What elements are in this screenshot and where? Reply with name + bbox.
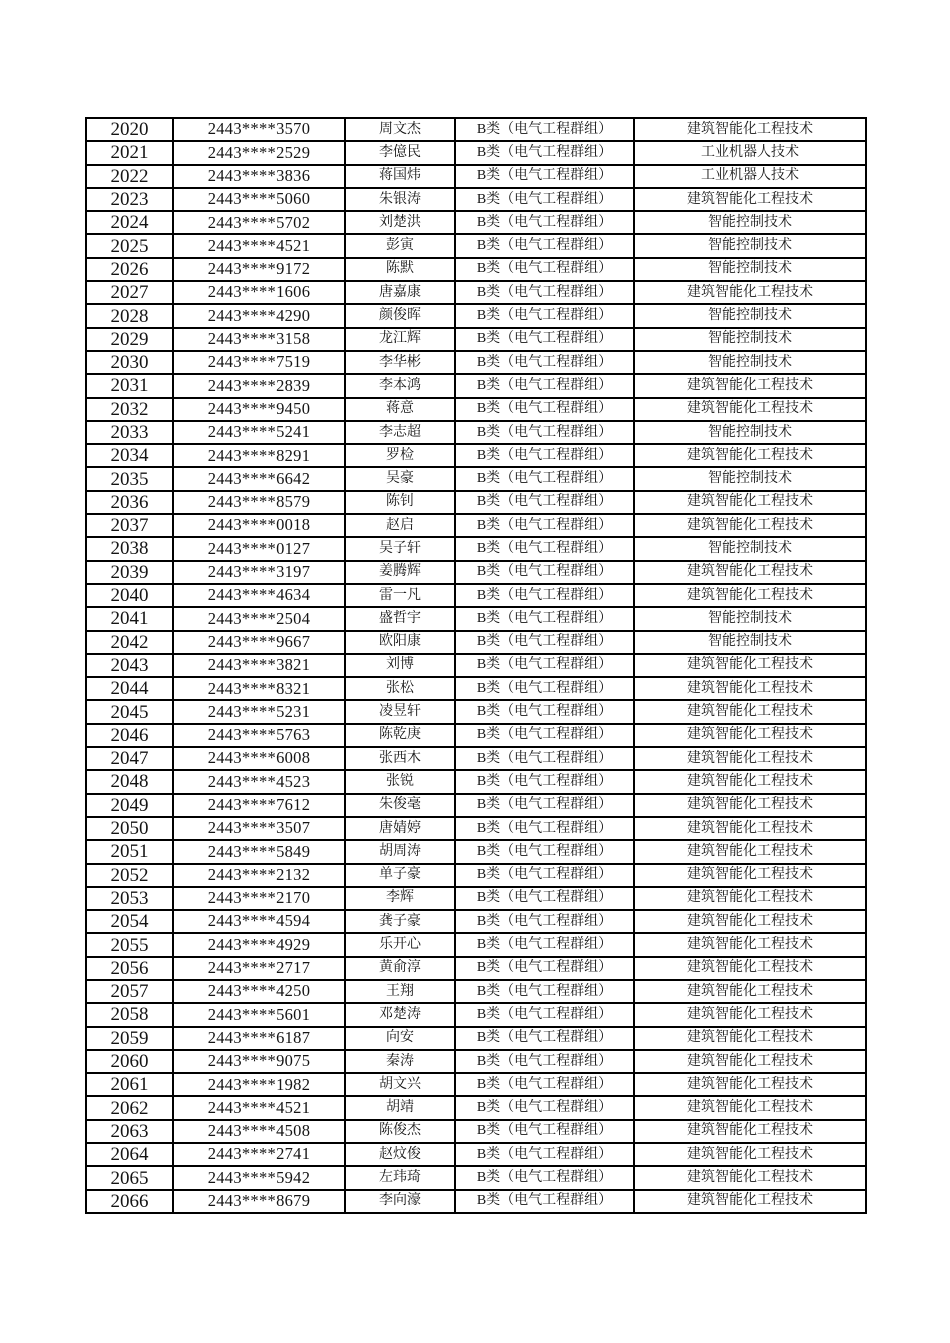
cell-masked-exam-id: 2443****8321 — [173, 677, 345, 700]
cell-candidate-name: 向安 — [345, 1027, 455, 1050]
cell-sequence-number: 2038 — [86, 537, 173, 560]
cell-admitted-major: 智能控制技术 — [634, 631, 866, 654]
table-row — [86, 794, 866, 817]
cell-exam-category: B类（电气工程群组） — [455, 631, 634, 654]
cell-admitted-major: 建筑智能化工程技术 — [634, 1027, 866, 1050]
cell-exam-category: B类（电气工程群组） — [455, 1027, 634, 1050]
cell-exam-category: B类（电气工程群组） — [455, 584, 634, 607]
cell-candidate-name: 王翔 — [345, 980, 455, 1003]
cell-candidate-name: 乐开心 — [345, 933, 455, 956]
cell-candidate-name: 胡文兴 — [345, 1073, 455, 1096]
cell-masked-exam-id: 2443****9075 — [173, 1050, 345, 1073]
cell-admitted-major: 建筑智能化工程技术 — [634, 910, 866, 933]
cell-masked-exam-id: 2443****5231 — [173, 700, 345, 723]
cell-candidate-name: 李志超 — [345, 421, 455, 444]
cell-candidate-name: 胡周涛 — [345, 840, 455, 863]
cell-admitted-major: 建筑智能化工程技术 — [634, 1096, 866, 1119]
table-row — [86, 374, 866, 397]
cell-admitted-major: 工业机器人技术 — [634, 141, 866, 164]
table-row — [86, 141, 866, 164]
table-row — [86, 887, 866, 910]
cell-exam-category: B类（电气工程群组） — [455, 514, 634, 537]
cell-masked-exam-id: 2443****4634 — [173, 584, 345, 607]
cell-exam-category: B类（电气工程群组） — [455, 398, 634, 421]
table-row — [86, 677, 866, 700]
cell-exam-category: B类（电气工程群组） — [455, 1120, 634, 1143]
cell-admitted-major: 建筑智能化工程技术 — [634, 933, 866, 956]
table-row — [86, 281, 866, 304]
cell-candidate-name: 吴豪 — [345, 467, 455, 490]
cell-admitted-major: 建筑智能化工程技术 — [634, 887, 866, 910]
cell-exam-category: B类（电气工程群组） — [455, 537, 634, 560]
table-row — [86, 1073, 866, 1096]
cell-masked-exam-id: 2443****4523 — [173, 770, 345, 793]
cell-admitted-major: 建筑智能化工程技术 — [634, 1166, 866, 1189]
cell-candidate-name: 吴子轩 — [345, 537, 455, 560]
cell-sequence-number: 2030 — [86, 351, 173, 374]
cell-exam-category: B类（电气工程群组） — [455, 840, 634, 863]
cell-exam-category: B类（电气工程群组） — [455, 1003, 634, 1026]
cell-admitted-major: 建筑智能化工程技术 — [634, 794, 866, 817]
cell-exam-category: B类（电气工程群组） — [455, 864, 634, 887]
cell-sequence-number: 2033 — [86, 421, 173, 444]
table-row — [86, 328, 866, 351]
cell-masked-exam-id: 2443****2741 — [173, 1143, 345, 1166]
cell-masked-exam-id: 2443****3570 — [173, 118, 345, 141]
cell-masked-exam-id: 2443****3197 — [173, 561, 345, 584]
cell-exam-category: B类（电气工程群组） — [455, 724, 634, 747]
cell-candidate-name: 唐嘉康 — [345, 281, 455, 304]
cell-exam-category: B类（电气工程群组） — [455, 444, 634, 467]
table-row — [86, 817, 866, 840]
cell-masked-exam-id: 2443****5942 — [173, 1166, 345, 1189]
cell-exam-category: B类（电气工程群组） — [455, 887, 634, 910]
table-row — [86, 188, 866, 211]
table-row — [86, 444, 866, 467]
cell-candidate-name: 彭寅 — [345, 234, 455, 257]
cell-candidate-name: 李辉 — [345, 887, 455, 910]
cell-sequence-number: 2061 — [86, 1073, 173, 1096]
table-row — [86, 770, 866, 793]
cell-admitted-major: 建筑智能化工程技术 — [634, 118, 866, 141]
cell-admitted-major: 建筑智能化工程技术 — [634, 980, 866, 1003]
cell-admitted-major: 建筑智能化工程技术 — [634, 770, 866, 793]
cell-candidate-name: 邓楚涛 — [345, 1003, 455, 1026]
cell-masked-exam-id: 2443****4250 — [173, 980, 345, 1003]
cell-sequence-number: 2058 — [86, 1003, 173, 1026]
cell-candidate-name: 陈俊杰 — [345, 1120, 455, 1143]
cell-admitted-major: 建筑智能化工程技术 — [634, 724, 866, 747]
cell-exam-category: B类（电气工程群组） — [455, 1050, 634, 1073]
cell-candidate-name: 蒋国炜 — [345, 165, 455, 188]
cell-admitted-major: 建筑智能化工程技术 — [634, 444, 866, 467]
cell-exam-category: B类（电气工程群组） — [455, 1190, 634, 1213]
cell-admitted-major: 智能控制技术 — [634, 467, 866, 490]
cell-sequence-number: 2053 — [86, 887, 173, 910]
cell-candidate-name: 陈默 — [345, 258, 455, 281]
cell-admitted-major: 建筑智能化工程技术 — [634, 677, 866, 700]
cell-sequence-number: 2057 — [86, 980, 173, 1003]
table-row — [86, 491, 866, 514]
cell-candidate-name: 赵启 — [345, 514, 455, 537]
cell-exam-category: B类（电气工程群组） — [455, 328, 634, 351]
cell-sequence-number: 2034 — [86, 444, 173, 467]
table-row — [86, 584, 866, 607]
cell-masked-exam-id: 2443****2529 — [173, 141, 345, 164]
table-row — [86, 1120, 866, 1143]
cell-masked-exam-id: 2443****4594 — [173, 910, 345, 933]
cell-admitted-major: 工业机器人技术 — [634, 165, 866, 188]
table-row — [86, 1096, 866, 1119]
cell-exam-category: B类（电气工程群组） — [455, 281, 634, 304]
admission-list-table — [85, 117, 867, 1214]
table-row — [86, 840, 866, 863]
table-row — [86, 421, 866, 444]
cell-sequence-number: 2066 — [86, 1190, 173, 1213]
cell-sequence-number: 2050 — [86, 817, 173, 840]
cell-candidate-name: 李向濠 — [345, 1190, 455, 1213]
cell-candidate-name: 赵炆俊 — [345, 1143, 455, 1166]
cell-exam-category: B类（电气工程群组） — [455, 467, 634, 490]
cell-admitted-major: 智能控制技术 — [634, 258, 866, 281]
cell-sequence-number: 2060 — [86, 1050, 173, 1073]
cell-sequence-number: 2063 — [86, 1120, 173, 1143]
cell-admitted-major: 建筑智能化工程技术 — [634, 817, 866, 840]
table-row — [86, 351, 866, 374]
table-row — [86, 398, 866, 421]
table-row — [86, 654, 866, 677]
cell-masked-exam-id: 2443****3507 — [173, 817, 345, 840]
cell-masked-exam-id: 2443****5241 — [173, 421, 345, 444]
cell-exam-category: B类（电气工程群组） — [455, 374, 634, 397]
cell-exam-category: B类（电气工程群组） — [455, 770, 634, 793]
cell-admitted-major: 智能控制技术 — [634, 304, 866, 327]
cell-admitted-major: 建筑智能化工程技术 — [634, 514, 866, 537]
cell-masked-exam-id: 2443****5601 — [173, 1003, 345, 1026]
cell-sequence-number: 2026 — [86, 258, 173, 281]
cell-sequence-number: 2023 — [86, 188, 173, 211]
cell-masked-exam-id: 2443****8579 — [173, 491, 345, 514]
cell-masked-exam-id: 2443****3821 — [173, 654, 345, 677]
cell-candidate-name: 刘博 — [345, 654, 455, 677]
table-row — [86, 957, 866, 980]
cell-exam-category: B类（电气工程群组） — [455, 188, 634, 211]
cell-masked-exam-id: 2443****1982 — [173, 1073, 345, 1096]
cell-masked-exam-id: 2443****4521 — [173, 1096, 345, 1119]
cell-masked-exam-id: 2443****2839 — [173, 374, 345, 397]
cell-candidate-name: 张锐 — [345, 770, 455, 793]
table-row — [86, 211, 866, 234]
cell-masked-exam-id: 2443****9667 — [173, 631, 345, 654]
cell-exam-category: B类（电气工程群组） — [455, 957, 634, 980]
table-row — [86, 607, 866, 630]
table-row — [86, 1003, 866, 1026]
cell-exam-category: B类（电气工程群组） — [455, 607, 634, 630]
cell-candidate-name: 左玮琦 — [345, 1166, 455, 1189]
table-row — [86, 864, 866, 887]
cell-masked-exam-id: 2443****8679 — [173, 1190, 345, 1213]
cell-exam-category: B类（电气工程群组） — [455, 747, 634, 770]
cell-sequence-number: 2036 — [86, 491, 173, 514]
cell-admitted-major: 建筑智能化工程技术 — [634, 584, 866, 607]
table-row — [86, 1143, 866, 1166]
cell-sequence-number: 2044 — [86, 677, 173, 700]
cell-sequence-number: 2035 — [86, 467, 173, 490]
cell-sequence-number: 2047 — [86, 747, 173, 770]
cell-masked-exam-id: 2443****5060 — [173, 188, 345, 211]
cell-exam-category: B类（电气工程群组） — [455, 234, 634, 257]
cell-admitted-major: 智能控制技术 — [634, 421, 866, 444]
cell-admitted-major: 建筑智能化工程技术 — [634, 864, 866, 887]
cell-exam-category: B类（电气工程群组） — [455, 817, 634, 840]
cell-masked-exam-id: 2443****6187 — [173, 1027, 345, 1050]
cell-masked-exam-id: 2443****5702 — [173, 211, 345, 234]
cell-admitted-major: 建筑智能化工程技术 — [634, 374, 866, 397]
cell-admitted-major: 建筑智能化工程技术 — [634, 491, 866, 514]
table-row — [86, 258, 866, 281]
cell-admitted-major: 智能控制技术 — [634, 351, 866, 374]
cell-candidate-name: 龚子豪 — [345, 910, 455, 933]
cell-exam-category: B类（电气工程群组） — [455, 677, 634, 700]
cell-masked-exam-id: 2443****0127 — [173, 537, 345, 560]
table-row — [86, 537, 866, 560]
cell-masked-exam-id: 2443****4929 — [173, 933, 345, 956]
cell-exam-category: B类（电气工程群组） — [455, 351, 634, 374]
cell-exam-category: B类（电气工程群组） — [455, 211, 634, 234]
cell-exam-category: B类（电气工程群组） — [455, 421, 634, 444]
cell-candidate-name: 胡靖 — [345, 1096, 455, 1119]
cell-sequence-number: 2051 — [86, 840, 173, 863]
cell-masked-exam-id: 2443****4521 — [173, 234, 345, 257]
cell-masked-exam-id: 2443****6642 — [173, 467, 345, 490]
cell-sequence-number: 2024 — [86, 211, 173, 234]
cell-admitted-major: 智能控制技术 — [634, 234, 866, 257]
cell-masked-exam-id: 2443****3836 — [173, 165, 345, 188]
cell-sequence-number: 2055 — [86, 933, 173, 956]
cell-candidate-name: 姜腾辉 — [345, 561, 455, 584]
cell-candidate-name: 张松 — [345, 677, 455, 700]
cell-sequence-number: 2032 — [86, 398, 173, 421]
cell-candidate-name: 李华彬 — [345, 351, 455, 374]
cell-candidate-name: 盛哲宇 — [345, 607, 455, 630]
cell-candidate-name: 陈乾庚 — [345, 724, 455, 747]
cell-exam-category: B类（电气工程群组） — [455, 1143, 634, 1166]
cell-sequence-number: 2040 — [86, 584, 173, 607]
cell-masked-exam-id: 2443****4290 — [173, 304, 345, 327]
cell-admitted-major: 建筑智能化工程技术 — [634, 700, 866, 723]
cell-sequence-number: 2054 — [86, 910, 173, 933]
table-row — [86, 1190, 866, 1213]
table-row — [86, 467, 866, 490]
cell-sequence-number: 2025 — [86, 234, 173, 257]
cell-admitted-major: 建筑智能化工程技术 — [634, 1073, 866, 1096]
table-row — [86, 1027, 866, 1050]
cell-candidate-name: 秦涛 — [345, 1050, 455, 1073]
cell-admitted-major: 智能控制技术 — [634, 328, 866, 351]
table-body — [86, 118, 866, 1213]
cell-admitted-major: 智能控制技术 — [634, 211, 866, 234]
cell-exam-category: B类（电气工程群组） — [455, 910, 634, 933]
cell-masked-exam-id: 2443****6008 — [173, 747, 345, 770]
table-row — [86, 747, 866, 770]
cell-candidate-name: 凌昱轩 — [345, 700, 455, 723]
cell-sequence-number: 2042 — [86, 631, 173, 654]
cell-candidate-name: 龙江辉 — [345, 328, 455, 351]
cell-masked-exam-id: 2443****9172 — [173, 258, 345, 281]
cell-masked-exam-id: 2443****2717 — [173, 957, 345, 980]
cell-sequence-number: 2064 — [86, 1143, 173, 1166]
table-row — [86, 165, 866, 188]
cell-exam-category: B类（电气工程群组） — [455, 700, 634, 723]
cell-candidate-name: 周文杰 — [345, 118, 455, 141]
cell-sequence-number: 2059 — [86, 1027, 173, 1050]
cell-masked-exam-id: 2443****2504 — [173, 607, 345, 630]
cell-candidate-name: 颜俊晖 — [345, 304, 455, 327]
cell-sequence-number: 2031 — [86, 374, 173, 397]
cell-exam-category: B类（电气工程群组） — [455, 491, 634, 514]
cell-admitted-major: 建筑智能化工程技术 — [634, 1050, 866, 1073]
cell-candidate-name: 黄俞淳 — [345, 957, 455, 980]
cell-sequence-number: 2037 — [86, 514, 173, 537]
cell-candidate-name: 朱俊毫 — [345, 794, 455, 817]
cell-exam-category: B类（电气工程群组） — [455, 933, 634, 956]
cell-sequence-number: 2056 — [86, 957, 173, 980]
cell-exam-category: B类（电气工程群组） — [455, 980, 634, 1003]
cell-admitted-major: 建筑智能化工程技术 — [634, 398, 866, 421]
cell-sequence-number: 2052 — [86, 864, 173, 887]
cell-sequence-number: 2022 — [86, 165, 173, 188]
cell-candidate-name: 陈钊 — [345, 491, 455, 514]
cell-admitted-major: 建筑智能化工程技术 — [634, 1143, 866, 1166]
cell-sequence-number: 2062 — [86, 1096, 173, 1119]
cell-candidate-name: 欧阳康 — [345, 631, 455, 654]
table-row — [86, 700, 866, 723]
cell-sequence-number: 2027 — [86, 281, 173, 304]
cell-exam-category: B类（电气工程群组） — [455, 561, 634, 584]
cell-sequence-number: 2039 — [86, 561, 173, 584]
cell-sequence-number: 2021 — [86, 141, 173, 164]
table-row — [86, 118, 866, 141]
table-row — [86, 910, 866, 933]
cell-admitted-major: 建筑智能化工程技术 — [634, 1120, 866, 1143]
cell-masked-exam-id: 2443****7519 — [173, 351, 345, 374]
table-row — [86, 980, 866, 1003]
cell-exam-category: B类（电气工程群组） — [455, 258, 634, 281]
cell-admitted-major: 建筑智能化工程技术 — [634, 747, 866, 770]
cell-masked-exam-id: 2443****7612 — [173, 794, 345, 817]
cell-admitted-major: 建筑智能化工程技术 — [634, 561, 866, 584]
table-row — [86, 1166, 866, 1189]
cell-admitted-major: 智能控制技术 — [634, 607, 866, 630]
cell-candidate-name: 单子豪 — [345, 864, 455, 887]
cell-exam-category: B类（电气工程群组） — [455, 654, 634, 677]
cell-candidate-name: 张西木 — [345, 747, 455, 770]
cell-sequence-number: 2049 — [86, 794, 173, 817]
cell-admitted-major: 智能控制技术 — [634, 537, 866, 560]
cell-masked-exam-id: 2443****4508 — [173, 1120, 345, 1143]
cell-candidate-name: 李億民 — [345, 141, 455, 164]
cell-exam-category: B类（电气工程群组） — [455, 1096, 634, 1119]
cell-sequence-number: 2029 — [86, 328, 173, 351]
cell-admitted-major: 建筑智能化工程技术 — [634, 957, 866, 980]
table-row — [86, 933, 866, 956]
cell-masked-exam-id: 2443****8291 — [173, 444, 345, 467]
cell-masked-exam-id: 2443****0018 — [173, 514, 345, 537]
cell-admitted-major: 建筑智能化工程技术 — [634, 281, 866, 304]
table-row — [86, 724, 866, 747]
cell-candidate-name: 蒋意 — [345, 398, 455, 421]
cell-sequence-number: 2020 — [86, 118, 173, 141]
cell-sequence-number: 2048 — [86, 770, 173, 793]
table-row — [86, 304, 866, 327]
cell-sequence-number: 2028 — [86, 304, 173, 327]
cell-exam-category: B类（电气工程群组） — [455, 1166, 634, 1189]
cell-admitted-major: 建筑智能化工程技术 — [634, 1003, 866, 1026]
cell-masked-exam-id: 2443****2132 — [173, 864, 345, 887]
cell-sequence-number: 2045 — [86, 700, 173, 723]
cell-exam-category: B类（电气工程群组） — [455, 141, 634, 164]
cell-candidate-name: 李本鸿 — [345, 374, 455, 397]
cell-candidate-name: 雷一凡 — [345, 584, 455, 607]
cell-masked-exam-id: 2443****1606 — [173, 281, 345, 304]
cell-sequence-number: 2065 — [86, 1166, 173, 1189]
cell-candidate-name: 唐婧婷 — [345, 817, 455, 840]
cell-candidate-name: 罗检 — [345, 444, 455, 467]
cell-exam-category: B类（电气工程群组） — [455, 1073, 634, 1096]
cell-masked-exam-id: 2443****5849 — [173, 840, 345, 863]
cell-masked-exam-id: 2443****2170 — [173, 887, 345, 910]
table-row — [86, 561, 866, 584]
cell-admitted-major: 建筑智能化工程技术 — [634, 654, 866, 677]
table-row — [86, 1050, 866, 1073]
cell-admitted-major: 建筑智能化工程技术 — [634, 188, 866, 211]
cell-candidate-name: 朱银涛 — [345, 188, 455, 211]
cell-masked-exam-id: 2443****9450 — [173, 398, 345, 421]
cell-exam-category: B类（电气工程群组） — [455, 165, 634, 188]
cell-masked-exam-id: 2443****3158 — [173, 328, 345, 351]
cell-candidate-name: 刘楚洪 — [345, 211, 455, 234]
cell-exam-category: B类（电气工程群组） — [455, 794, 634, 817]
cell-admitted-major: 建筑智能化工程技术 — [634, 1190, 866, 1213]
cell-exam-category: B类（电气工程群组） — [455, 304, 634, 327]
cell-masked-exam-id: 2443****5763 — [173, 724, 345, 747]
table-row — [86, 631, 866, 654]
cell-sequence-number: 2041 — [86, 607, 173, 630]
cell-sequence-number: 2043 — [86, 654, 173, 677]
cell-sequence-number: 2046 — [86, 724, 173, 747]
cell-admitted-major: 建筑智能化工程技术 — [634, 840, 866, 863]
cell-exam-category: B类（电气工程群组） — [455, 118, 634, 141]
table-row — [86, 514, 866, 537]
table-row — [86, 234, 866, 257]
